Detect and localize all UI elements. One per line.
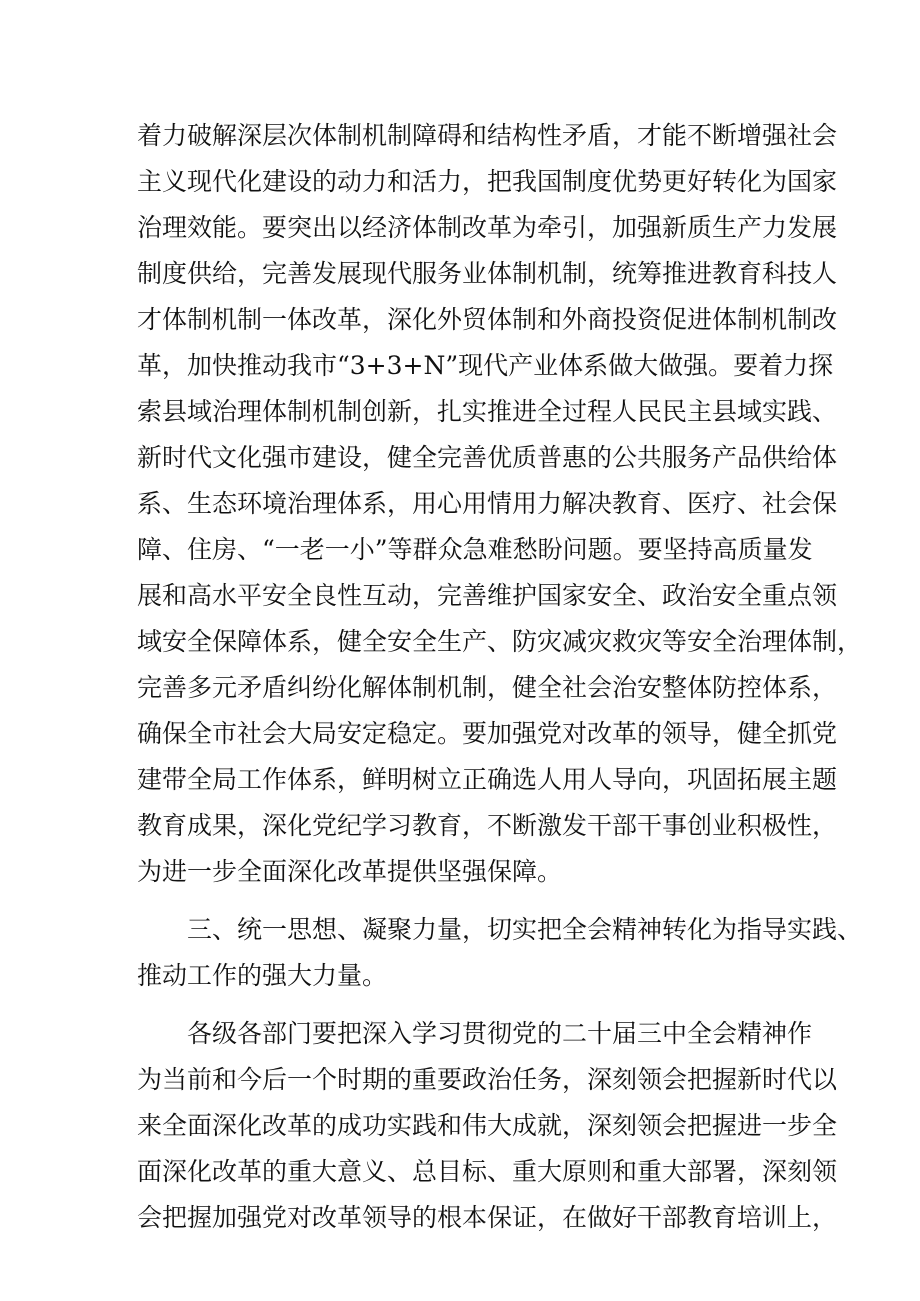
document-body [137,113,863,1241]
paragraph-line: 为当前和今后一个时期的重要政治任务，深刻领会把握新时代以 [137,1065,838,1094]
paragraph-line: 革，加快推动我市“3+3+N”现代产业体系做大做强。要着力探 [137,351,834,380]
heading-line: 三、统一思想、凝聚力量，切实把全会精神转化为指导实践、 [187,915,863,944]
section-heading-3 [137,907,863,999]
paragraph-reform-tasks [137,113,863,895]
paragraph-line: 面深化改革的重大意义、总目标、重大原则和重大部署，深刻领 [137,1157,838,1186]
paragraph-line: 着力破解深层次体制机制障碍和结构性矛盾，才能不断增强社会 [137,121,838,150]
paragraph-line: 完善多元矛盾纠纷化解体制机制，健全社会治安整体防控体系， [137,673,838,702]
paragraph-line: 治理效能。要突出以经济体制改革为牵引，加强新质生产力发展 [137,213,838,242]
paragraph-line: 各级各部门要把深入学习贯彻党的二十届三中全会精神作 [187,1019,813,1048]
paragraph-line: 才体制机制一体改革，深化外贸体制和外商投资促进体制机制改 [137,305,838,334]
paragraph-study-spirit [137,1011,838,1241]
paragraph-line: 制度供给，完善发展现代服务业体制机制，统筹推进教育科技人 [137,259,838,288]
paragraph-line: 建带全局工作体系，鲜明树立正确选人用人导向，巩固拓展主题 [137,765,838,794]
paragraph-line: 障、住房、“一老一小”等群众急难愁盼问题。要坚持高质量发 [137,535,813,564]
paragraph-line: 确保全市社会大局安定稳定。要加强党对改革的领导，健全抓党 [137,719,838,748]
paragraph-line: 会把握加强党对改革领导的根本保证，在做好干部教育培训上， [137,1203,838,1232]
paragraph-line: 为进一步全面深化改革提供坚强保障。 [137,857,563,886]
paragraph-line: 索县域治理体制机制创新，扎实推进全过程人民民主县域实践、 [137,397,838,426]
heading-line: 推动工作的强大力量。 [137,961,388,990]
paragraph-line: 主义现代化建设的动力和活力，把我国制度优势更好转化为国家 [137,167,838,196]
paragraph-line: 展和高水平安全良性互动，完善维护国家安全、政治安全重点领 [137,581,838,610]
paragraph-line: 系、生态环境治理体系，用心用情用力解决教育、医疗、社会保 [137,489,838,518]
paragraph-line: 教育成果，深化党纪学习教育，不断激发干部干事创业积极性， [137,811,838,840]
paragraph-line: 域安全保障体系，健全安全生产、防灾减灾救灾等安全治理体制， [137,627,863,656]
paragraph-line: 新时代文化强市建设，健全完善优质普惠的公共服务产品供给体 [137,443,838,472]
paragraph-line: 来全面深化改革的成功实践和伟大成就，深刻领会把握进一步全 [137,1111,838,1140]
